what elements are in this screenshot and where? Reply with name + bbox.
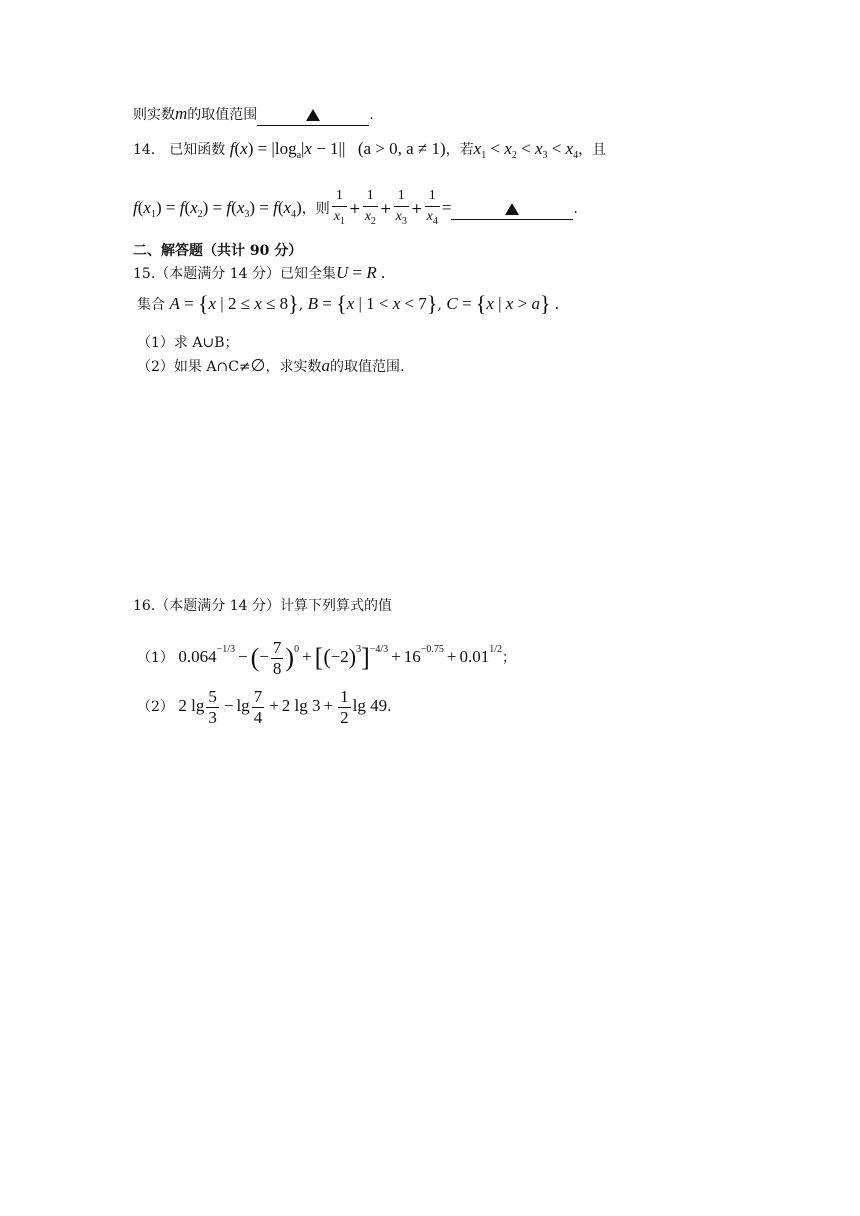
q15-set-lead: 集合 bbox=[137, 297, 165, 313]
q16-part2-line bbox=[137, 684, 392, 729]
q15-part2-line bbox=[137, 356, 404, 377]
triangle-icon bbox=[306, 109, 320, 121]
section-heading: 二、解答题（共计 90 分） bbox=[133, 243, 303, 259]
q14-equalities: $f(x_1) = f(x_2) = f(x_3) = f(x_4)$ bbox=[133, 198, 302, 220]
q13-tail-line bbox=[133, 104, 374, 126]
q15-part1: （1）求 A∪B； bbox=[137, 335, 239, 351]
fraction-1-x3: $\frac{1}{x_3}$ bbox=[395, 188, 407, 227]
q15-number: 15. bbox=[133, 266, 156, 282]
q15-universe: U = R . bbox=[335, 263, 386, 282]
set-a: A = {x | 2 ≤ x ≤ 8} bbox=[169, 291, 299, 316]
q16-line1 bbox=[133, 596, 392, 616]
answer-blank-q14[interactable] bbox=[451, 203, 573, 220]
q14-function-def: $f(x) = |\log_a|x - 1||$ bbox=[229, 139, 346, 161]
q16-part2-expr: 2 lg $\frac{5}{3}$ − lg $\frac{7}{4}$ + 2 lg 3 + $\frac{1}{2}$ lg 49 bbox=[178, 686, 388, 727]
set-b: B = {x | 1 < x < 7} bbox=[307, 291, 438, 316]
triangle-icon bbox=[505, 203, 519, 215]
q16-part2-end: . bbox=[387, 699, 392, 715]
q15-sets-line: 集合 A = {x | 2 ≤ x ≤ 8}, B = {x | 1 < x < 7}, C = {x | x > a} . bbox=[137, 291, 559, 316]
q16-score: （本题满分 14 分） bbox=[155, 598, 280, 614]
q13-var: m bbox=[175, 104, 188, 123]
q16-part1-line bbox=[137, 628, 516, 680]
q15-part2-b: ，求实数 bbox=[265, 359, 322, 375]
q16-part2-label: （2） bbox=[137, 699, 174, 715]
q15-part2-c: 的取值范围. bbox=[329, 359, 405, 375]
q15-score: （本题满分 14 分） bbox=[155, 266, 280, 282]
q15-line1 bbox=[133, 263, 385, 284]
q14-then: ，则 bbox=[301, 201, 330, 217]
q14-line1 bbox=[133, 139, 606, 166]
q14-end: . bbox=[573, 201, 578, 217]
q13-end: . bbox=[369, 107, 374, 123]
fraction-1-x1: $\frac{1}{x_1}$ bbox=[333, 188, 345, 227]
fraction-1-x4: $\frac{1}{x_4}$ bbox=[426, 188, 438, 227]
q16-part1-label: （1） bbox=[137, 650, 174, 666]
q14-lead: 已知函数 bbox=[169, 142, 226, 158]
q14-mid: ，若 bbox=[445, 142, 474, 158]
q14-number: 14． bbox=[133, 142, 165, 158]
q16-part1-expr: $0.064^{-1/3}$ − (− $\frac{7}{8}$ )$^0 + [(-2)^3]^{-4/3} + 16^{-0.75} + 0.01^{1/2}$ bbox=[178, 637, 503, 678]
q14-order: $x_1 < x_2 < x_3 < x_4$ bbox=[473, 139, 579, 161]
answer-blank-q13[interactable] bbox=[257, 109, 369, 126]
q15-part2-var: a bbox=[321, 356, 330, 375]
q15-lead: 已知全集 bbox=[279, 266, 336, 282]
q14-line2: $f(x_1) = f(x_2) = f(x_3) = f(x_4)$，则 $\frac{1}{x_1}$ + $\frac{1}{x_2}$ + $\frac{1}{x_3}$ + $\frac{1}{x_4}$ = . bbox=[133, 186, 578, 237]
q13-text: 则实数 bbox=[133, 107, 175, 123]
set-c: C = {x | x > a} . bbox=[446, 291, 559, 316]
q15-part2-a: （2）如果 A∩C≠ bbox=[137, 359, 251, 375]
q13-after: 的取值范围 bbox=[187, 107, 258, 123]
fraction-1-x2: $\frac{1}{x_2}$ bbox=[364, 188, 376, 227]
q16-lead: 计算下列算式的值 bbox=[279, 598, 392, 614]
q14-and: ，且 bbox=[578, 142, 607, 158]
q16-part1-end: ； bbox=[502, 650, 517, 666]
empty-set-icon: ∅ bbox=[250, 356, 266, 375]
q14-cond: (a > 0, a ≠ 1) bbox=[357, 139, 446, 158]
q16-number: 16. bbox=[133, 598, 156, 614]
